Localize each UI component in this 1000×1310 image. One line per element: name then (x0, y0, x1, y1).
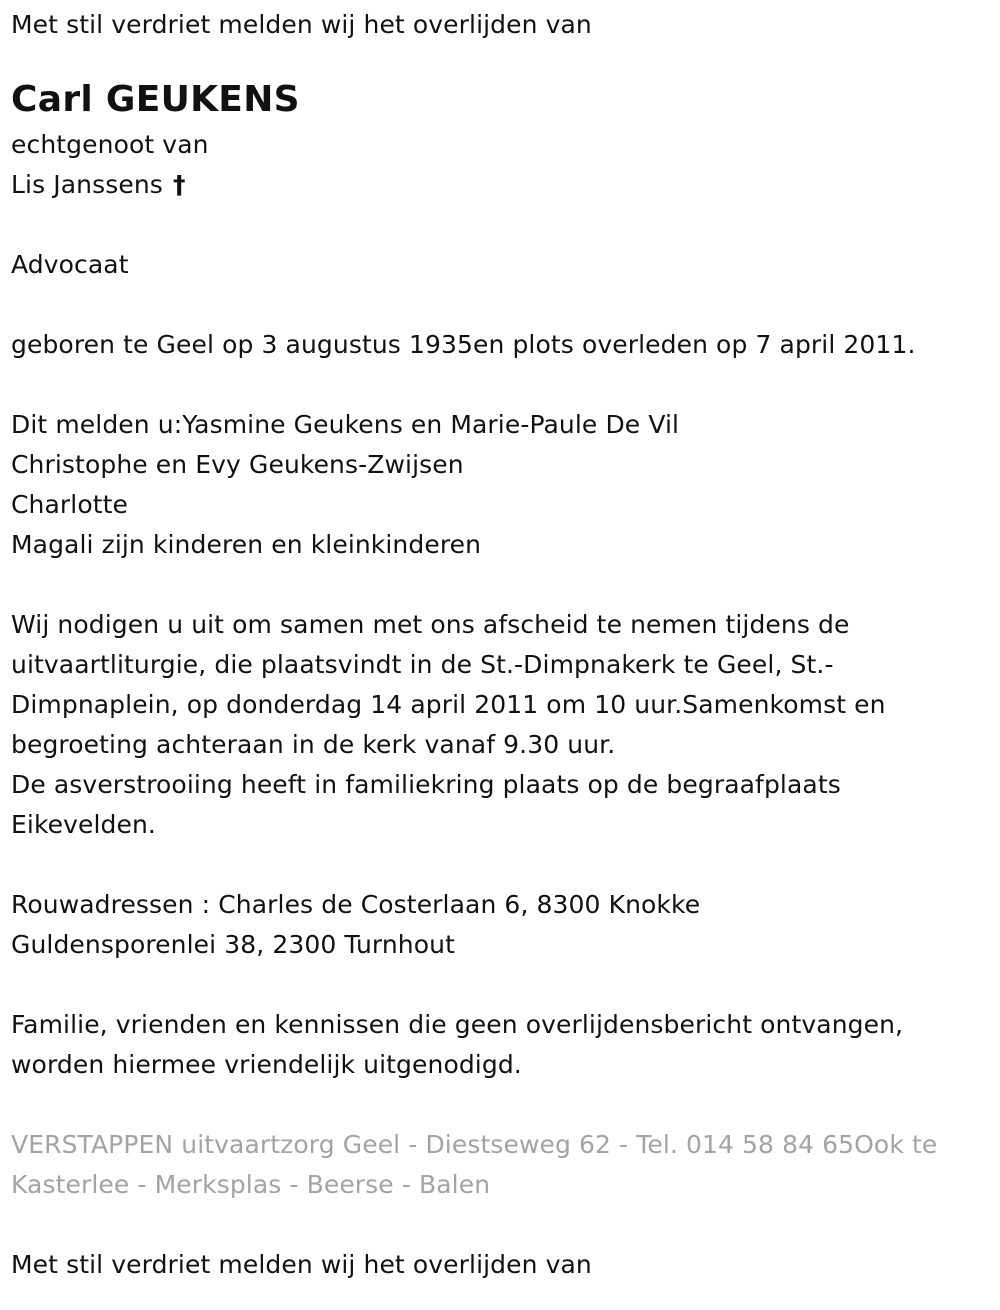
spouse-line (11, 165, 991, 205)
spacer (11, 285, 991, 325)
intro-text-repeat: Met stil verdriet melden wij het overlijden van (11, 1250, 592, 1279)
deceased-name: Carl GEUKENS (11, 79, 300, 120)
spacer (11, 365, 991, 405)
spouse-name: Lis Janssens (11, 170, 163, 199)
spacer (11, 1205, 991, 1245)
funeral-home-info: VERSTAPPEN uitvaartzorg Geel - Diestseweg 62 - Tel. 014 58 84 65Ook te Kasterlee - Merksplas - Beerse - Balen (11, 1130, 938, 1199)
announcer-line: Christophe en Evy Geukens-Zwijsen (11, 450, 464, 479)
relation-text: echtgenoot van (11, 130, 209, 159)
closing-text: Familie, vrienden en kennissen die geen overlijdensbericht ontvangen, worden hiermee vriendelijk uitgenodigd. (11, 1010, 904, 1079)
intro-text: Met stil verdriet melden wij het overlijden van (11, 10, 592, 39)
ceremony-invitation: Wij nodigen u uit om samen met ons afscheid te nemen tijdens de uitvaartliturgie, die plaatsvindt in de St.-Dimpnakerk te Geel, St.-Dimpnaplein, op donderdag 14 april 2011 om 10 uur.Samenkomst en begroeting achteraan in de kerk vanaf 9.30 uur. (11, 610, 886, 759)
spacer (11, 845, 991, 885)
spacer (11, 205, 991, 245)
ash-scattering-text: De asverstrooiing heeft in familiekring plaats op de begraafplaats Eikevelden. (11, 770, 841, 839)
spacer (11, 565, 991, 605)
announcer-line: Magali zijn kinderen en kleinkinderen (11, 530, 482, 559)
death-notice (11, 5, 991, 1285)
address-line: Rouwadressen : Charles de Costerlaan 6, 8300 Knokke (11, 890, 701, 919)
spacer (11, 1085, 991, 1125)
profession-text: Advocaat (11, 250, 129, 279)
cross-icon: † (172, 170, 186, 199)
birth-death-text: geboren te Geel op 3 augustus 1935en plots overleden op 7 april 2011. (11, 330, 916, 359)
spacer (11, 965, 991, 1005)
address-line: Guldensporenlei 38, 2300 Turnhout (11, 930, 455, 959)
announcer-line: Charlotte (11, 490, 129, 519)
announcer-line: Dit melden u:Yasmine Geukens en Marie-Paule De Vil (11, 410, 680, 439)
